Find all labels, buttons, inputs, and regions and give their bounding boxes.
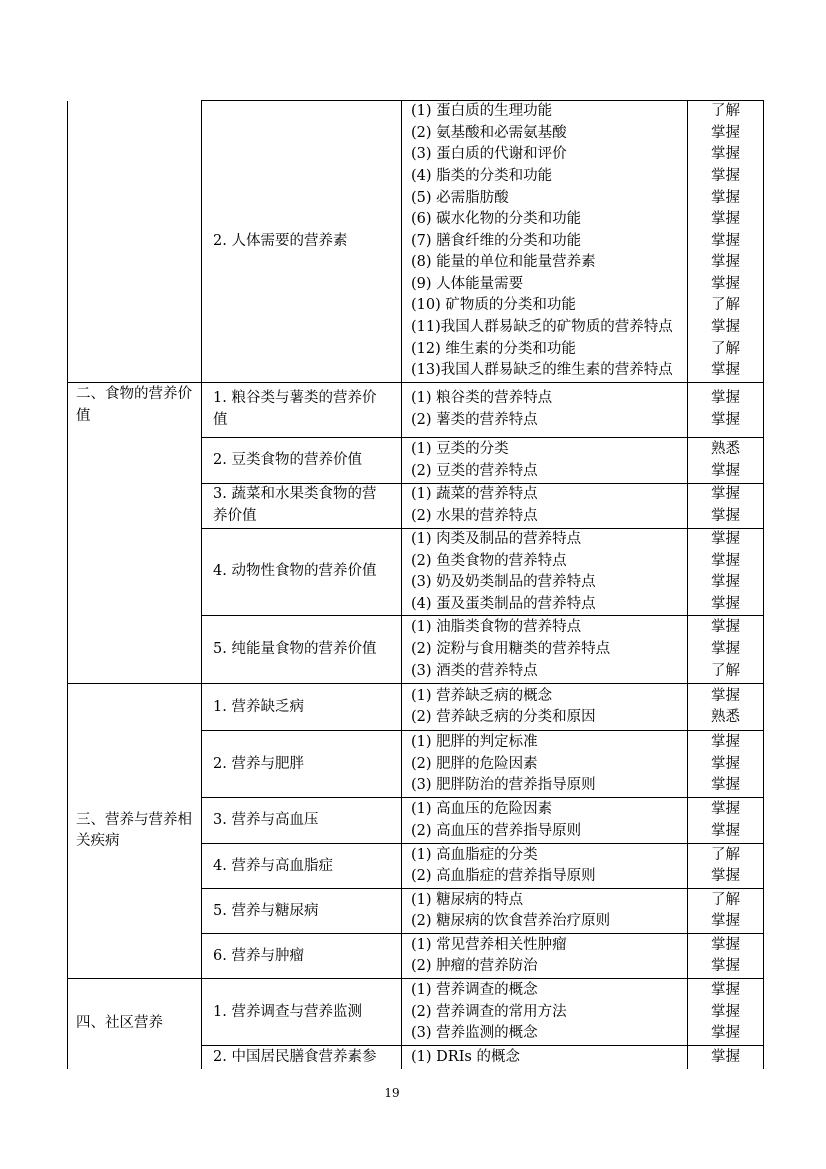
level-cell: [688, 1046, 764, 1069]
subject-cell: 4. 营养与高血脂症: [202, 844, 402, 889]
subject-cell: 5. 纯能量食物的营养价值: [202, 616, 402, 684]
subject-cell: 3. 蔬菜和水果类食物的营养价值: [202, 484, 402, 529]
level-item: 掌握: [711, 687, 740, 704]
point-item: (2) 高血压的营养指导原则: [411, 822, 582, 839]
subject-cell: 4. 动物性食物的营养价值: [202, 529, 402, 616]
level-item: 掌握: [711, 362, 740, 379]
level-cell: [688, 844, 764, 889]
subject-cell: 5. 营养与糖尿病: [202, 889, 402, 934]
level-item: 了解: [711, 846, 740, 863]
table-row: [68, 684, 764, 731]
subject-cell: 1. 粮谷类与薯类的营养价值: [202, 383, 402, 438]
syllabus-table: [67, 100, 764, 1069]
point-item: (3) 奶及奶类制品的营养特点: [411, 574, 596, 591]
point-item: (1) 高血脂症的分类: [411, 846, 538, 863]
point-item: (1) 蛋白质的生理功能: [411, 103, 553, 120]
points-cell: [402, 731, 688, 798]
points-cell: [402, 844, 688, 889]
level-item: 掌握: [711, 189, 740, 206]
level-cell: [688, 889, 764, 934]
subject-cell: 2. 豆类食物的营养价值: [202, 438, 402, 484]
point-item: (5) 必需脂肪酸: [411, 189, 509, 206]
level-item: 掌握: [711, 595, 740, 612]
point-item: (2) 鱼类食物的营养特点: [411, 552, 567, 569]
points-cell: [402, 616, 688, 684]
points-cell: [402, 438, 688, 484]
point-item: (2) 营养调查的常用方法: [411, 1003, 567, 1020]
subject-cell: 1. 营养调查与营养监测: [202, 979, 402, 1046]
point-item: (3) 肥胖防治的营养指导原则: [411, 777, 596, 794]
point-item: (1) 蔬菜的营养特点: [411, 486, 538, 503]
level-item: 掌握: [711, 1003, 740, 1020]
level-item: 掌握: [711, 868, 740, 885]
level-item: 了解: [711, 103, 740, 120]
points-cell: [402, 484, 688, 529]
level-item: 掌握: [711, 1025, 740, 1042]
page-number: 19: [384, 1086, 400, 1100]
level-item: 掌握: [711, 552, 740, 569]
points-cell: [402, 529, 688, 616]
subject-cell: 2. 中国居民膳食营养素参: [202, 1046, 402, 1069]
point-item: (1) 肥胖的判定标准: [411, 733, 538, 750]
point-item: (3) 营养监测的概念: [411, 1025, 538, 1042]
point-item: (6) 碳水化物的分类和功能: [411, 211, 582, 228]
level-item: 了解: [711, 297, 740, 314]
points-cell: [402, 684, 688, 731]
point-item: (2) 肿瘤的营养防治: [411, 958, 538, 975]
level-item: 熟悉: [711, 709, 740, 726]
level-item: 掌握: [711, 641, 740, 658]
level-item: 掌握: [711, 319, 740, 336]
points-cell: [402, 101, 688, 383]
point-item: (4) 蛋及蛋类制品的营养特点: [411, 595, 596, 612]
level-item: 掌握: [711, 619, 740, 636]
level-item: 了解: [711, 340, 740, 357]
level-item: 掌握: [711, 124, 740, 141]
subject-cell: 1. 营养缺乏病: [202, 684, 402, 731]
level-item: 掌握: [711, 574, 740, 591]
level-item: 掌握: [711, 822, 740, 839]
level-cell: [688, 383, 764, 438]
level-cell: [688, 731, 764, 798]
point-item: (7) 膳食纤维的分类和功能: [411, 232, 582, 249]
level-item: 掌握: [711, 801, 740, 818]
level-item: 掌握: [711, 981, 740, 998]
level-cell: [688, 798, 764, 844]
point-item: (2) 营养缺乏病的分类和原因: [411, 709, 596, 726]
subject-cell: 2. 营养与肥胖: [202, 731, 402, 798]
unit-cell: 三、营养与营养相关疾病: [68, 684, 202, 979]
point-item: (3) 蛋白质的代谢和评价: [411, 146, 567, 163]
point-item: (2) 糖尿病的饮食营养治疗原则: [411, 913, 611, 930]
syllabus-table-body: [68, 101, 764, 1069]
point-item: (4) 脂类的分类和功能: [411, 167, 553, 184]
level-item: 熟悉: [711, 440, 740, 457]
point-item: (2) 肥胖的危险因素: [411, 755, 538, 772]
table-row: [68, 101, 764, 383]
points-cell: [402, 889, 688, 934]
point-item: (2) 薯类的营养特点: [411, 412, 538, 428]
point-item: (11)我国人群易缺乏的矿物质的营养特点: [411, 319, 673, 336]
level-item: 了解: [711, 662, 740, 679]
level-cell: [688, 484, 764, 529]
point-item: (2) 豆类的营养特点: [411, 462, 538, 479]
point-item: (2) 氨基酸和必需氨基酸: [411, 124, 567, 141]
level-item: 掌握: [711, 390, 740, 407]
level-item: 掌握: [711, 755, 740, 772]
level-item: 掌握: [711, 1048, 740, 1065]
point-item: (1) 豆类的分类: [411, 440, 509, 457]
level-cell: [688, 979, 764, 1046]
point-item: (3) 酒类的营养特点: [411, 662, 538, 679]
subject-cell: 6. 营养与肿瘤: [202, 934, 402, 979]
table-row: [68, 979, 764, 1046]
subject-cell: 2. 人体需要的营养素: [202, 101, 402, 383]
point-item: (1) 肉类及制品的营养特点: [411, 531, 582, 547]
level-item: 掌握: [711, 146, 740, 163]
point-item: (1) 糖尿病的特点: [411, 891, 524, 908]
point-item: (1) 高血压的危险因素: [411, 801, 553, 818]
points-cell: [402, 798, 688, 844]
point-item: (1) 油脂类食物的营养特点: [411, 619, 582, 636]
points-cell: [402, 979, 688, 1046]
level-cell: [688, 616, 764, 684]
subject-cell: 3. 营养与高血压: [202, 798, 402, 844]
points-cell: [402, 934, 688, 979]
level-item: 掌握: [711, 777, 740, 794]
level-item: 掌握: [711, 508, 740, 524]
level-item: 掌握: [711, 936, 740, 953]
level-item: 掌握: [711, 486, 740, 503]
unit-cell: [68, 101, 202, 383]
level-cell: [688, 529, 764, 616]
point-item: (2) 高血脂症的营养指导原则: [411, 868, 596, 885]
level-item: 掌握: [711, 412, 740, 428]
level-item: 掌握: [711, 275, 740, 292]
points-cell: [402, 1046, 688, 1069]
point-item: (1) 营养缺乏病的概念: [411, 687, 553, 704]
level-cell: [688, 438, 764, 484]
level-item: 掌握: [711, 531, 740, 547]
level-item: 掌握: [711, 958, 740, 975]
level-cell: [688, 934, 764, 979]
point-item: (12) 维生素的分类和功能: [411, 340, 576, 357]
level-item: 掌握: [711, 167, 740, 184]
level-item: 掌握: [711, 913, 740, 930]
level-item: 了解: [711, 891, 740, 908]
unit-cell: 二、食物的营养价值: [68, 383, 202, 684]
level-cell: [688, 101, 764, 383]
point-item: (8) 能量的单位和能量营养素: [411, 254, 596, 271]
point-item: (2) 淀粉与食用糖类的营养特点: [411, 641, 611, 658]
level-item: 掌握: [711, 733, 740, 750]
level-cell: [688, 684, 764, 731]
point-item: (1) 粮谷类的营养特点: [411, 390, 553, 407]
point-item: (13)我国人群易缺乏的维生素的营养特点: [411, 362, 673, 379]
point-item: (2) 水果的营养特点: [411, 508, 538, 524]
level-item: 掌握: [711, 211, 740, 228]
point-item: (10) 矿物质的分类和功能: [411, 297, 576, 314]
unit-cell: 四、社区营养: [68, 979, 202, 1069]
points-cell: [402, 383, 688, 438]
level-item: 掌握: [711, 462, 740, 479]
level-item: 掌握: [711, 232, 740, 249]
point-item: (1) DRIs 的概念: [411, 1048, 520, 1065]
point-item: (1) 营养调查的概念: [411, 981, 538, 998]
level-item: 掌握: [711, 254, 740, 271]
point-item: (1) 常见营养相关性肿瘤: [411, 936, 567, 953]
point-item: (9) 人体能量需要: [411, 275, 524, 292]
table-row: [68, 383, 764, 438]
